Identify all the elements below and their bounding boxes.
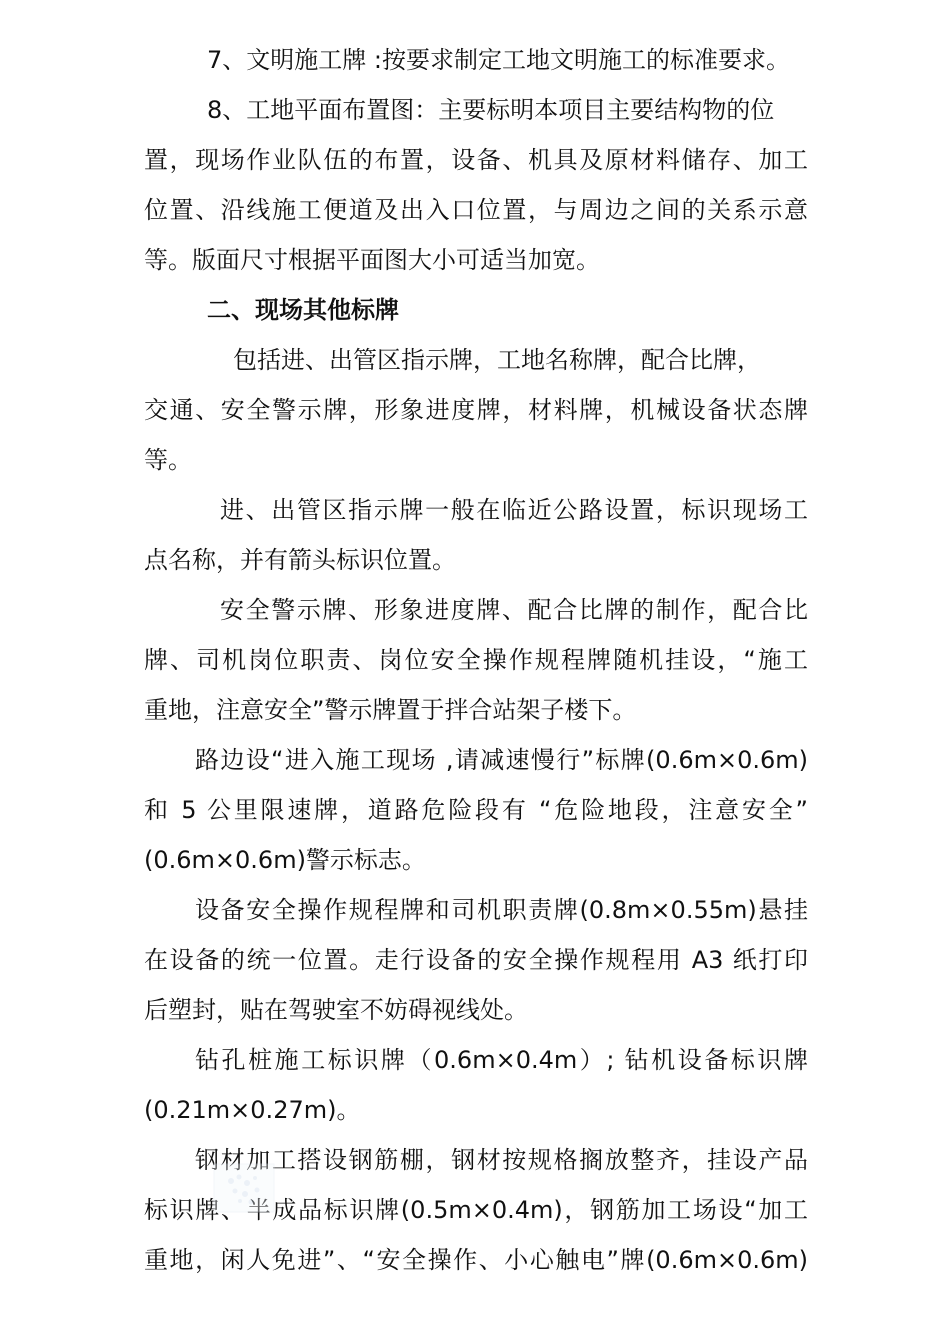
- paragraph-line: 在设备的统一位置。走行设备的安全操作规程用 A3 纸打印: [144, 946, 808, 974]
- paragraph-line: 进、出管区指示牌一般在临近公路设置，标识现场工: [220, 496, 808, 524]
- watermark-icon: [213, 1163, 275, 1213]
- section-heading: 二、现场其他标牌: [207, 296, 399, 324]
- paragraph-line: 等。版面尺寸根据平面图大小可适当加宽。: [144, 246, 600, 274]
- paragraph-line: 设备安全操作规程牌和司机职责牌(0.8m×0.55m)悬挂: [195, 896, 808, 924]
- paragraph-line: 后塑封，贴在驾驶室不妨碍视线处。: [144, 996, 528, 1024]
- paragraph-line: 和 5 公里限速牌，道路危险段有 “危险地段，注意安全”: [144, 796, 808, 824]
- paragraph-line: 标识牌、半成品标识牌(0.5m×0.4m)，钢筋加工场设“加工: [144, 1196, 808, 1224]
- list-item-8-line-1: 8、工地平面布置图：主要标明本项目主要结构物的位: [207, 96, 775, 124]
- list-item-7: 7、文明施工牌 :按要求制定工地文明施工的标准要求。: [207, 46, 790, 74]
- paragraph-line: 置，现场作业队伍的布置，设备、机具及原材料储存、加工: [144, 146, 808, 174]
- paragraph-line: 位置、沿线施工便道及出入口位置，与周边之间的关系示意: [144, 196, 808, 224]
- paragraph-line: 点名称，并有箭头标识位置。: [144, 546, 456, 574]
- paragraph-line: 交通、安全警示牌，形象进度牌，材料牌，机械设备状态牌: [144, 396, 808, 424]
- paragraph-line: 牌、司机岗位职责、岗位安全操作规程牌随机挂设，“施工: [144, 646, 808, 674]
- paragraph-line: (0.6m×0.6m)警示标志。: [144, 846, 426, 874]
- paragraph-line: 包括进、出管区指示牌，工地名称牌，配合比牌，: [233, 346, 761, 374]
- paragraph-line: 路边设“进入施工现场 ,请减速慢行”标牌(0.6m×0.6m): [195, 746, 808, 774]
- paragraph-line: 钻孔桩施工标识牌（0.6m×0.4m）; 钻机设备标识牌: [195, 1046, 808, 1074]
- paragraph-line: (0.21m×0.27m)。: [144, 1096, 361, 1124]
- paragraph-line: 钢材加工搭设钢筋棚，钢材按规格搁放整齐，挂设产品: [195, 1146, 808, 1174]
- paragraph-line: 等。: [144, 446, 192, 474]
- paragraph-line: 安全警示牌、形象进度牌、配合比牌的制作，配合比: [220, 596, 808, 624]
- paragraph-line: 重地，注意安全”警示牌置于拌合站架子楼下。: [144, 696, 637, 724]
- paragraph-line: 重地，闲人免进”、“安全操作、小心触电”牌(0.6m×0.6m): [144, 1246, 808, 1274]
